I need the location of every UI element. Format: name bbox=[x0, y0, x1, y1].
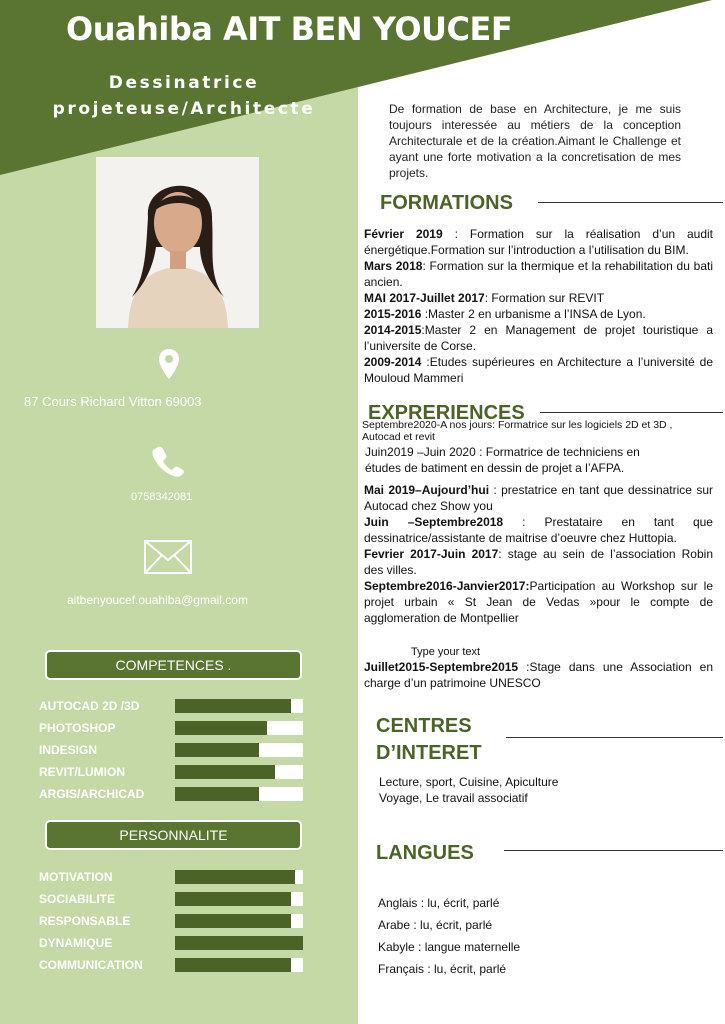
skill-bar-label: ARGIS/ARCHICAD bbox=[39, 787, 145, 801]
formation-item-text: : Formation sur REVIT bbox=[484, 291, 605, 305]
skill-bar-level-fill bbox=[175, 721, 267, 735]
skill-bar-track bbox=[175, 699, 303, 713]
trait-bar-label: RESPONSABLE bbox=[39, 914, 131, 928]
experience-item-text: : stage au sein de l’association Robin des villes. bbox=[364, 547, 713, 577]
experience-item bbox=[364, 578, 713, 626]
formation-item-date: 2015-2016 bbox=[364, 307, 422, 321]
formation-item bbox=[364, 354, 713, 386]
formation-item-date: MAI 2017-Juillet 2017 bbox=[364, 291, 485, 305]
skill-bar-level-fill bbox=[175, 787, 259, 801]
trait-bar-level-fill bbox=[175, 870, 295, 884]
formation-item bbox=[364, 290, 713, 306]
skill-bar bbox=[39, 787, 309, 801]
experience-item-body bbox=[364, 659, 713, 691]
divider bbox=[504, 850, 723, 851]
trait-bar-label: MOTIVATION bbox=[39, 870, 113, 884]
interets-line: Lecture, sport, Cuisine, Apiculture bbox=[379, 775, 559, 789]
skill-bar bbox=[39, 765, 309, 779]
divider bbox=[538, 202, 723, 203]
formation-item-date: 2009-2014 bbox=[364, 355, 422, 369]
skill-bar-level-fill bbox=[175, 743, 259, 757]
skill-bar-track bbox=[175, 721, 303, 735]
formation-item bbox=[364, 226, 713, 258]
trait-bar-label: DYNAMIQUE bbox=[39, 936, 113, 950]
text-placeholder: Type your text bbox=[411, 646, 481, 658]
skill-bar-track bbox=[175, 743, 303, 757]
formations-list bbox=[364, 226, 713, 386]
trait-bar-level-fill bbox=[175, 892, 291, 906]
formation-item-date: Février 2019 bbox=[364, 227, 443, 241]
experience-item-date: Fevrier 2017-Juin 2017 bbox=[364, 547, 499, 561]
trait-bar-track bbox=[175, 958, 303, 972]
formation-item-date: Mars 2018 bbox=[364, 259, 423, 273]
skill-bar-label: AUTOCAD 2D /3D bbox=[39, 699, 140, 713]
experience-item bbox=[364, 482, 713, 514]
skill-bar-label: INDESIGN bbox=[39, 743, 98, 757]
skill-bar bbox=[39, 699, 309, 713]
address: 87 Cours Richard Vitton 69003 bbox=[24, 394, 202, 409]
phone-icon bbox=[150, 444, 186, 480]
experiences-heading: EXPRERIENCES bbox=[368, 402, 525, 424]
language-item: Français : lu, écrit, parlé bbox=[378, 962, 507, 976]
formations-heading: FORMATIONS bbox=[380, 192, 513, 214]
interets-heading-line2: D’INTERET bbox=[376, 742, 482, 764]
language-item: Anglais : lu, écrit, parlé bbox=[378, 896, 500, 910]
experience-item-text: : prestatrice en tant que dessinatrice sur Autocad chez Show you bbox=[364, 483, 714, 513]
experience-item-date: Juillet2015-Septembre2015 bbox=[364, 660, 519, 674]
trait-bar bbox=[39, 914, 309, 928]
interets-heading bbox=[376, 713, 482, 767]
divider bbox=[506, 737, 723, 738]
language-item: Kabyle : langue maternelle bbox=[378, 940, 521, 954]
formation-item bbox=[364, 322, 713, 354]
trait-bar-level-fill bbox=[175, 914, 291, 928]
trait-bar-level-fill bbox=[175, 936, 303, 950]
experience-item-date: Septembre2016-Janvier2017: bbox=[364, 579, 530, 593]
interets-heading-line1: CENTRES bbox=[376, 715, 472, 737]
skill-bar-label: REVIT/LUMION bbox=[39, 765, 125, 779]
experience-item-text: Participation au Workshop sur le projet urbain « St Jean de Vedas »pour le compte de agglomeration de Montpellier bbox=[364, 579, 713, 625]
skill-bar-label: PHOTOSHOP bbox=[39, 721, 116, 735]
formation-item-text: :Master 2 en urbanisme a l’INSA de Lyon. bbox=[421, 307, 646, 321]
trait-bar-label: COMMUNICATION bbox=[39, 958, 143, 972]
intro-paragraph: De formation de base en Architecture, je me suis toujours interessée au métiers de la conception Architecturale et de la création.Aimant le Challenge et ayant une forte motivation a la concretisation de mes projets. bbox=[389, 102, 681, 180]
interets-line: Voyage, Le travail associatif bbox=[379, 791, 528, 805]
skill-bar-track bbox=[175, 765, 303, 779]
langues-heading: LANGUES bbox=[376, 842, 474, 864]
email-icon bbox=[143, 540, 193, 576]
experience-note: Juin2019 –Juin 2020 : Formatrice de techniciens en études de batiment en dessin de projet a l’AFPA. bbox=[365, 445, 640, 475]
phone-number: 0758342081 bbox=[131, 491, 193, 503]
trait-bar-level-fill bbox=[175, 958, 291, 972]
formation-item-text: :Master 2 en Management de projet touristique a l’universite de Corse. bbox=[364, 323, 713, 353]
trait-bar-track bbox=[175, 870, 303, 884]
skill-bar-track bbox=[175, 787, 303, 801]
trait-bar-track bbox=[175, 936, 303, 950]
competences-heading: COMPETENCES . bbox=[45, 650, 302, 680]
experiences-list bbox=[364, 482, 713, 626]
language-item: Arabe : lu, écrit, parlé bbox=[378, 918, 493, 932]
skill-bar-level-fill bbox=[175, 765, 275, 779]
formation-item bbox=[364, 306, 713, 322]
email-address: aitbenyoucef.ouahiba@gmail.com bbox=[67, 593, 248, 607]
experience-item-date: Mai 2019–Aujourd’hui bbox=[364, 483, 490, 497]
formation-item-text: : Formation sur la réalisation d’un audit énergétique.Formation sur l’introduction a l’utilisation du BIM. bbox=[364, 227, 714, 257]
formation-item bbox=[364, 258, 713, 290]
personnalite-heading: PERSONNALITE bbox=[45, 820, 302, 850]
profile-photo bbox=[96, 157, 259, 328]
candidate-name: Ouahiba AIT BEN YOUCEF bbox=[66, 10, 513, 48]
location-icon bbox=[157, 348, 181, 382]
job-title: Dessinatrice projeteuse/Architecte bbox=[52, 73, 316, 119]
formation-item-text: : Formation sur la thermique et la rehabilitation du bati ancien. bbox=[364, 259, 713, 289]
trait-bar bbox=[39, 958, 309, 972]
trait-bar bbox=[39, 870, 309, 884]
skill-bar-level-fill bbox=[175, 699, 291, 713]
skill-bar bbox=[39, 721, 309, 735]
skill-bar bbox=[39, 743, 309, 757]
divider bbox=[540, 412, 723, 413]
experience-item-text: :Stage dans une Association en charge d’un patrimoine UNESCO bbox=[364, 660, 713, 690]
trait-bar-track bbox=[175, 914, 303, 928]
experience-item bbox=[364, 659, 713, 691]
experience-note: Septembre2020-A nos jours: Formatrice sur les logiciels 2D et 3D , Autocad et revit bbox=[362, 419, 673, 443]
experience-item bbox=[364, 546, 713, 578]
experience-item bbox=[364, 514, 713, 546]
main-column bbox=[360, 0, 725, 1024]
trait-bar-label: SOCIABILITE bbox=[39, 892, 116, 906]
formation-item-text: :Etudes supérieures en Architecture a l’université de Mouloud Mammeri bbox=[364, 355, 713, 385]
trait-bar bbox=[39, 936, 309, 950]
trait-bar bbox=[39, 892, 309, 906]
experience-item-text: : Prestataire en tant que dessinatrice/assistante de maitrise d’oeuvre chez Huttopia. bbox=[364, 515, 713, 545]
formation-item-date: 2014-2015 bbox=[364, 323, 422, 337]
experience-item-date: Juin –Septembre2018 bbox=[364, 515, 504, 529]
trait-bar-track bbox=[175, 892, 303, 906]
